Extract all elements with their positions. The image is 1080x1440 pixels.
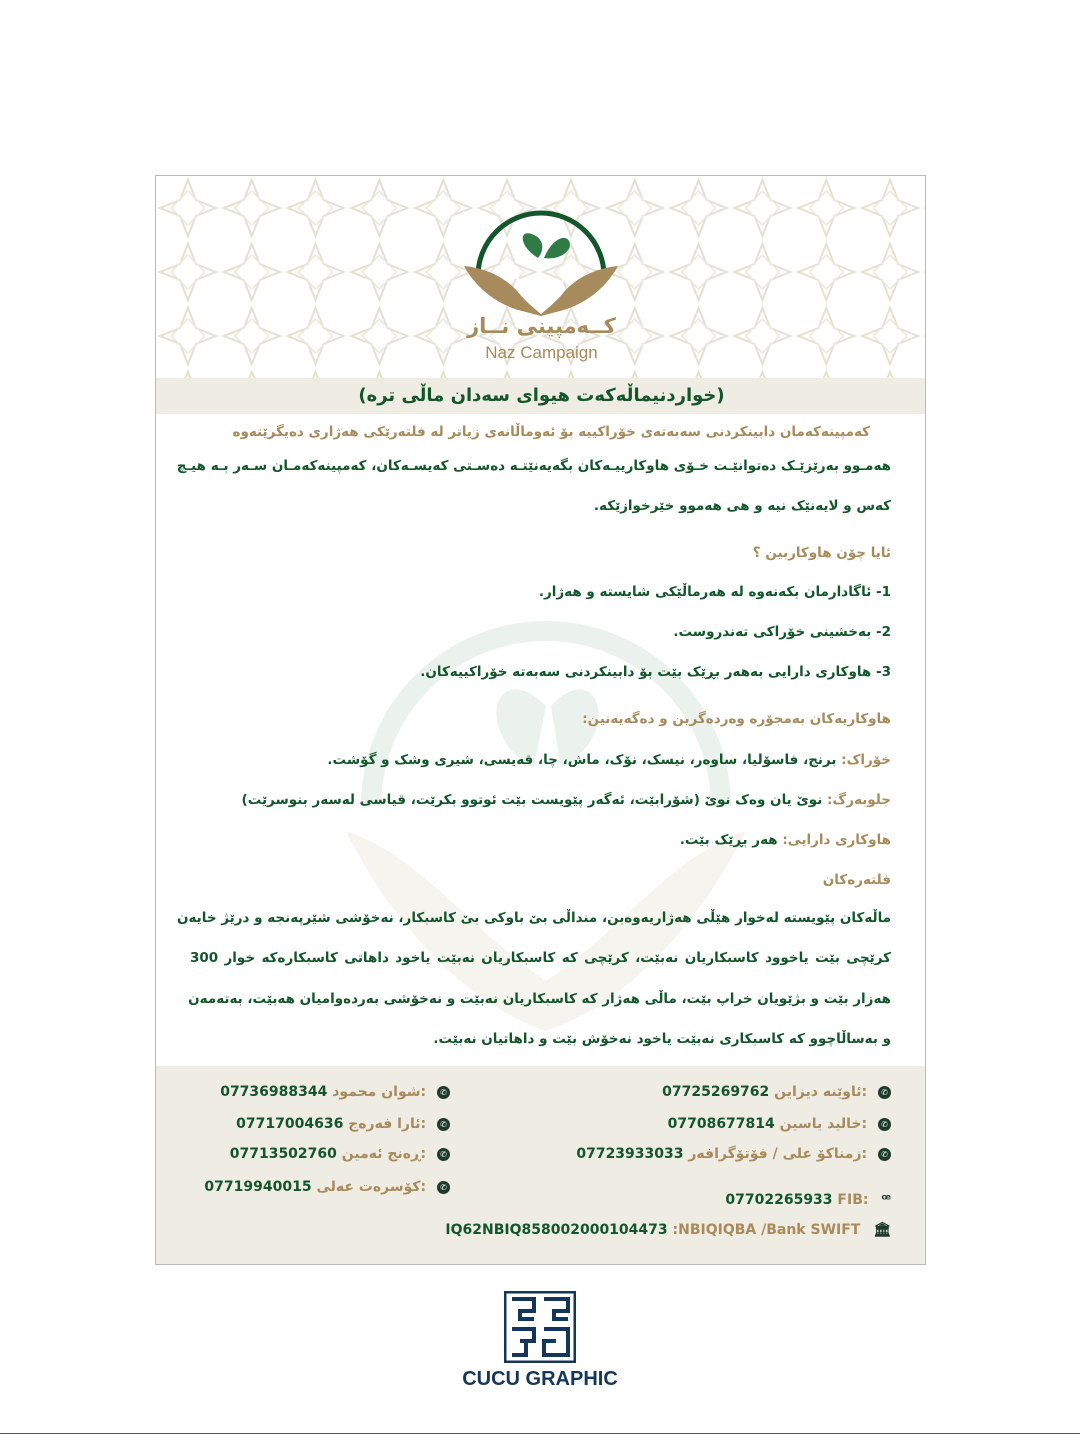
footer-divider bbox=[0, 1433, 1080, 1434]
phone-icon: ✆ bbox=[437, 1148, 450, 1161]
bank-icon: 🏛 bbox=[873, 1222, 891, 1238]
bank-value: IQ62NBIQ858002000104473 bbox=[445, 1222, 668, 1238]
filters-line-1: ماڵەکان پێویستە لەخوار هێڵی هەژاریەوەبن، منداڵی بێ باوکی بێ کاسبکار، نەخۆشی شێرپەنجە و درێژ خایەن bbox=[176, 910, 891, 926]
contact-right-2 bbox=[668, 1116, 891, 1132]
phone-icon: ✆ bbox=[878, 1148, 891, 1161]
food-text: برنج، فاسۆلیا، ساوەر، نیسک، نۆک، ماش، چا، قەیسی، شیری وشک و گۆشت. bbox=[327, 752, 837, 768]
bank-label: :NBIQIQBA /Bank SWIFT bbox=[672, 1222, 861, 1238]
contact-phone: 07725269762 bbox=[662, 1084, 770, 1100]
food-label: خۆراک: bbox=[841, 752, 891, 768]
contact-phone: 07717004636 bbox=[236, 1116, 344, 1132]
contact-label: ڕەنج ئەمین: bbox=[341, 1146, 427, 1162]
contact-right-1 bbox=[662, 1084, 891, 1100]
intro-line-1: کەمپینەکەمان دابینکردنی سەبەتەی خۆراکییە بۆ ئەوماڵانەی زیاتر لە فلتەرێکی هەژاری دەیگرێتەوە bbox=[232, 424, 870, 440]
phone-icon: ✆ bbox=[437, 1086, 450, 1099]
help-heading: ئایا چۆن هاوکاربین ؟ bbox=[752, 545, 891, 561]
aid-heading: هاوکاریەکان بەمجۆرە وەردەگرین و دەگەیەنین: bbox=[582, 711, 891, 727]
contact-left-1 bbox=[220, 1084, 450, 1100]
brand-name: CUCU GRAPHIC bbox=[462, 1368, 618, 1390]
phone-icon: ✆ bbox=[437, 1118, 450, 1131]
help-item-2: 2- بەخشینی خۆراکی تەندروست. bbox=[673, 624, 891, 640]
phone-icon: ✆ bbox=[878, 1086, 891, 1099]
contact-left-3 bbox=[230, 1146, 450, 1162]
contact-label: ئارا فەرەج: bbox=[348, 1116, 427, 1132]
fib-icon: ꟹ bbox=[881, 1192, 891, 1208]
bank-row bbox=[445, 1222, 891, 1238]
contact-left-2 bbox=[236, 1116, 450, 1132]
help-item-1: 1- ئاگادارمان بکەنەوە لە هەرماڵێکی شایستە و هەژار. bbox=[538, 584, 891, 600]
poster bbox=[155, 175, 926, 1265]
intro-line-3: کەس و لایەنێک نیە و هی هەموو خێرخوازێکە. bbox=[593, 498, 891, 514]
clothes-label: جلوبەرگ: bbox=[827, 792, 891, 808]
fib-row bbox=[725, 1192, 891, 1208]
phone-icon: ✆ bbox=[878, 1118, 891, 1131]
contact-phone: 07708677814 bbox=[667, 1116, 775, 1132]
contact-label: کۆسرەت عەلی: bbox=[316, 1179, 427, 1195]
phone-icon: ✆ bbox=[437, 1181, 450, 1194]
fib-label: FIB: bbox=[837, 1192, 869, 1208]
aid-clothes bbox=[242, 792, 891, 808]
contact-phone: 07723933033 bbox=[576, 1146, 684, 1162]
contact-right-3 bbox=[576, 1146, 891, 1162]
contact-label: زمناکۆ علی / فۆتۆگرافەر: bbox=[688, 1146, 868, 1162]
contact-left-4 bbox=[204, 1179, 450, 1195]
contact-label: خالید یاسین: bbox=[779, 1116, 868, 1132]
filters-heading: فلتەرەکان bbox=[822, 872, 891, 888]
aid-money bbox=[680, 832, 891, 848]
cucu-graphic-logo-mark bbox=[504, 1291, 576, 1363]
contact-label: ئاوێنە دیزاین: bbox=[774, 1084, 868, 1100]
filters-line-4: و بەساڵاچوو کە کاسبکاری نەبێت یاخود نەخۆش بێت و داهاتیان نەبێت. bbox=[433, 1031, 891, 1047]
logo-name-english: Naz Campaign bbox=[485, 343, 598, 362]
money-text: هەر بڕێک بێت. bbox=[679, 832, 778, 848]
filters-line-2: کرێچی بێت یاخوود کاسبکاریان نەبێت، کرێچی کە کاسبکاریان نەبێت یاخود داهاتی کاسبکارەکە خوار 300 bbox=[190, 950, 891, 966]
logo-name-kurdish: کــەمپینی نــاز bbox=[467, 314, 616, 338]
fib-value: 07702265933 bbox=[725, 1192, 833, 1208]
intro-line-2: هەمـوو بەرێزێـک دەتوانێـت خـۆی هاوکارییـەکان بگەیەنێتـە دەسـتی کەیسـەکان، کەمپینەکەمـان سـەر بـە هیـچ bbox=[176, 458, 891, 474]
contact-label: شوان محمود: bbox=[332, 1084, 427, 1100]
clothes-text: نوێ یان وەک نوێ (شۆرابێت، ئەگەر پێویست بێت ئوتوو بکرێت، قیاسی لەسەر بنوسرێت) bbox=[241, 792, 823, 808]
filters-line-3: هەزار بێت و بژێویان خراپ بێت، ماڵی هەژار کە کاسبکاریان نەبێت و نەخۆشی بەردەوامیان هەبێت، بەتەمەن bbox=[188, 991, 891, 1007]
naz-campaign-logo bbox=[456, 206, 626, 316]
contact-phone: 07713502760 bbox=[229, 1146, 337, 1162]
poster-title: (خواردنیماڵەکەت هیوای سەدان ماڵی ترە) bbox=[358, 385, 725, 406]
contact-phone: 07736988344 bbox=[220, 1084, 328, 1100]
contact-phone: 07719940015 bbox=[204, 1179, 312, 1195]
money-label: هاوکاری دارایی: bbox=[782, 832, 891, 848]
help-item-3: 3- هاوکاری دارایی بەهەر بڕێک بێت بۆ دابینکردنی سەبەتە خۆراکییەکان. bbox=[420, 664, 891, 680]
aid-food bbox=[327, 752, 891, 768]
